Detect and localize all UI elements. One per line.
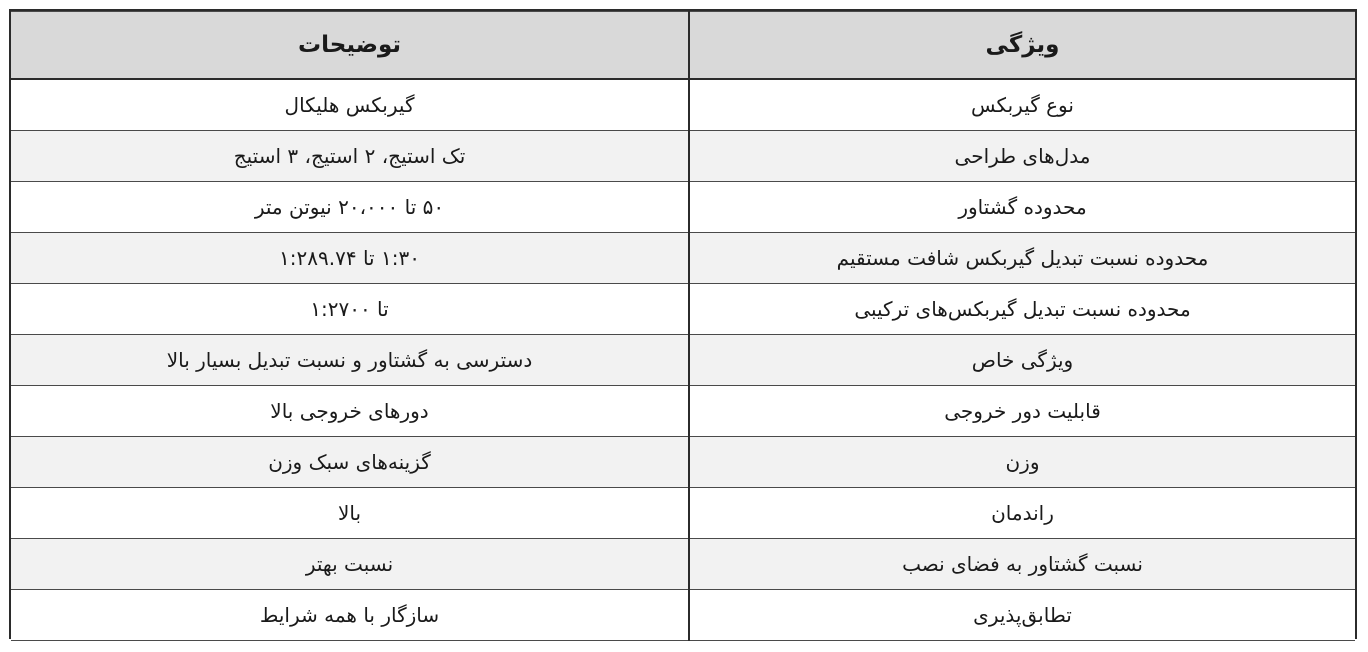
cell-feature: وزن (689, 437, 1355, 488)
table-row (11, 437, 1355, 488)
table-row (11, 182, 1355, 233)
table-row (11, 539, 1355, 590)
cell-feature: قابلیت دور خروجی (689, 386, 1355, 437)
cell-feature: محدوده نسبت تبدیل گیربکس‌های ترکیبی (689, 284, 1355, 335)
cell-feature: نوع گیربکس (689, 79, 1355, 131)
cell-feature: محدوده گشتاور (689, 182, 1355, 233)
cell-description: سازگار با همه شرایط (11, 590, 689, 641)
spec-table-container (9, 9, 1357, 639)
cell-description: گزینه‌های سبک وزن (11, 437, 689, 488)
cell-description: ۵۰ تا ۲۰،۰۰۰ نیوتن متر (11, 182, 689, 233)
table-row (11, 488, 1355, 539)
table-row (11, 131, 1355, 182)
cell-description: تا ۱:۲۷۰۰ (11, 284, 689, 335)
cell-description: دسترسی به گشتاور و نسبت تبدیل بسیار بالا (11, 335, 689, 386)
cell-description: تک استیج، ۲ استیج، ۳ استیج (11, 131, 689, 182)
header-description: توضیحات (11, 12, 689, 80)
cell-feature: محدوده نسبت تبدیل گیربکس شافت مستقیم (689, 233, 1355, 284)
table-row (11, 284, 1355, 335)
header-row (11, 12, 1355, 80)
cell-description: بالا (11, 488, 689, 539)
cell-feature: ویژگی خاص (689, 335, 1355, 386)
table-row (11, 386, 1355, 437)
table-row (11, 590, 1355, 641)
table-row (11, 233, 1355, 284)
table-body (11, 79, 1355, 641)
cell-feature: مدل‌های طراحی (689, 131, 1355, 182)
table-row (11, 79, 1355, 131)
cell-description: دورهای خروجی بالا (11, 386, 689, 437)
header-feature: ویژگی (689, 12, 1355, 80)
cell-description: گیربکس هلیکال (11, 79, 689, 131)
spec-table (11, 11, 1355, 641)
table-row (11, 335, 1355, 386)
cell-feature: تطابق‌پذیری (689, 590, 1355, 641)
cell-feature: راندمان (689, 488, 1355, 539)
table-header (11, 12, 1355, 80)
cell-feature: نسبت گشتاور به فضای نصب (689, 539, 1355, 590)
cell-description: ۱:۳۰ تا ۱:۲۸۹.۷۴ (11, 233, 689, 284)
cell-description: نسبت بهتر (11, 539, 689, 590)
